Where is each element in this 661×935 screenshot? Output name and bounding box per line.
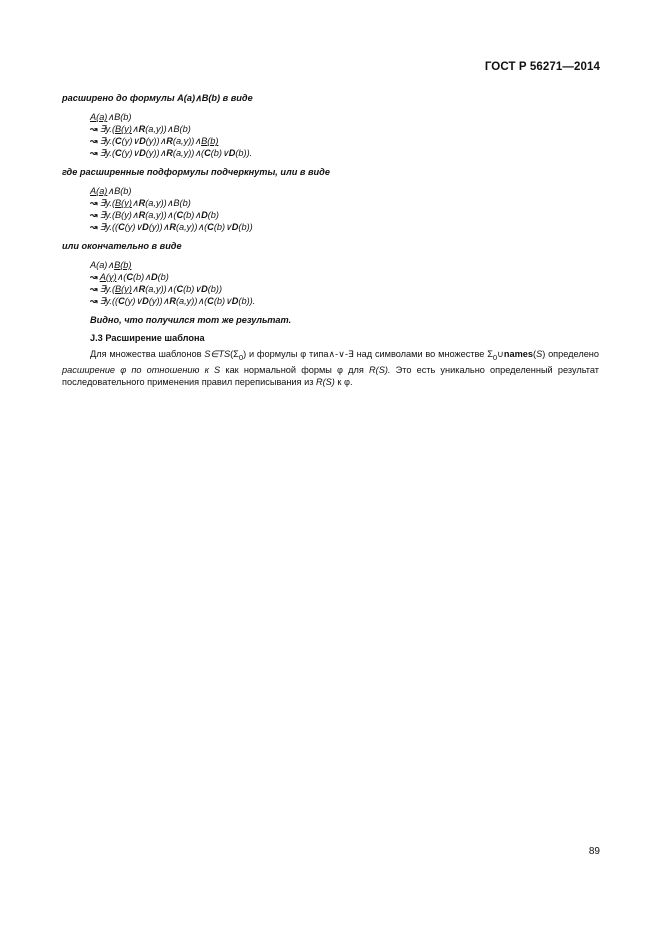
rewrite-arrow-icon: ↝ [90, 198, 98, 208]
rewrite-arrow-icon: ↝ [90, 284, 98, 294]
rewrite-arrow-icon: ↝ [90, 136, 98, 146]
lead-text-1: расширено до формулы A(a)∧B(b) в виде [62, 93, 253, 103]
lead-text-3: или окончательно в виде [62, 241, 182, 251]
result-note: Видно, что получился тот же результат. [90, 315, 292, 325]
rewrite-arrow-icon: ↝ [90, 272, 98, 282]
formula-group-2 [90, 185, 599, 233]
standard-header: ГОСТ Р 56271—2014 [484, 61, 600, 73]
formula-line: ↝ ∃y.(B(y)∧R(a,y))∧B(b) [90, 124, 191, 134]
document-body [62, 92, 599, 388]
formula-line: A(a)∧B(b) [90, 112, 132, 122]
page-number: 89 [588, 846, 600, 857]
formula-line: ↝ ∃y.((C(y)∨D(y))∧R(a,y))∧(C(b)∨D(b)) [90, 222, 253, 232]
rewrite-arrow-icon: ↝ [90, 222, 98, 232]
rewrite-arrow-icon: ↝ [90, 296, 98, 306]
formula-line: ↝ ∃y.(C(y)∨D(y))∧R(a,y))∧(C(b)∨D(b)). [90, 148, 253, 158]
formula-line: ↝ ∃y.(B(y)∧R(a,y))∧(C(b)∨D(b)) [90, 284, 223, 294]
rewrite-arrow-icon: ↝ [90, 124, 98, 134]
section-paragraph: Для множества шаблонов $S\in TS(\Sigma_0)$ и формулы φ типа∧-∨-∃ над символами во множестве $\Sigma_0\cup names(S)$ определено расширение φ по отношению к S как нормальной формы φ для R(S). Это есть уникально определенный результат последовательного применения правил переписывания из R(S) к φ. [62, 349, 599, 387]
formula-line: A(a)∧B(b) [90, 186, 132, 196]
section-title: J.3 Расширение шаблона [90, 333, 205, 343]
formula-line: ↝ ∃y.(B(y)∧R(a,y))∧(C(b)∧D(b) [90, 210, 219, 220]
formula-line: ↝ ∃y.((C(y)∨D(y))∧R(a,y))∧(C(b)∨D(b)). [90, 296, 256, 306]
formula-line: ↝ ∃y.(B(y)∧R(a,y))∧B(b) [90, 198, 191, 208]
formula-group-1 [90, 111, 599, 159]
lead-text-2: где расширенные подформулы подчеркнуты, или в виде [62, 167, 330, 177]
formula-group-3 [90, 259, 599, 307]
rewrite-arrow-icon: ↝ [90, 148, 98, 158]
rewrite-arrow-icon: ↝ [90, 210, 98, 220]
formula-line: ↝ ∃y.(C(y)∨D(y))∧R(a,y))∧B(b) [90, 136, 219, 146]
formula-line: A(a)∧B(b) [90, 260, 132, 270]
formula-line: ↝ A(y)∧(C(b)∧D(b) [90, 272, 169, 282]
